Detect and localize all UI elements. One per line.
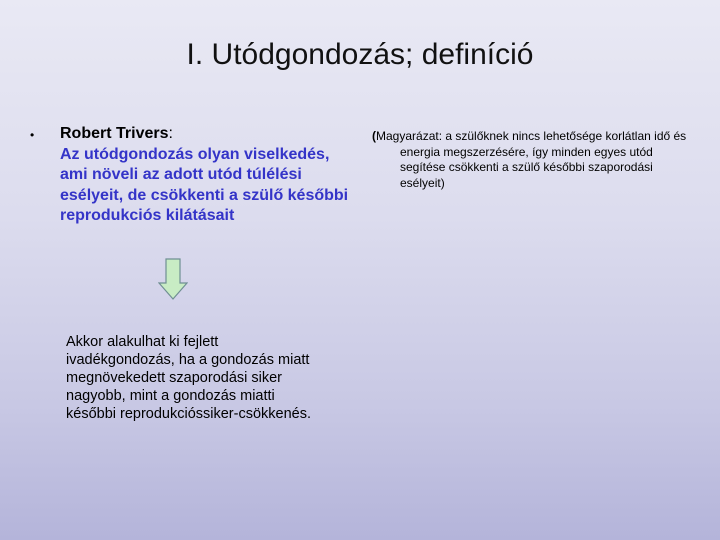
explanation-block <box>372 129 700 191</box>
explanation-open-paren: ( <box>372 129 376 143</box>
consequence-text: Akkor alakulhat ki fejlett ivadékgondozás, ha a gondozás miatt megnövekedett szaporodási siker nagyobb, mint a gondozás miatti későbbi reprodukcióssiker-csökkenés. <box>66 334 311 422</box>
down-arrow-shape <box>159 259 187 299</box>
definition-text: Az utódgondozás olyan viselkedés, ami növeli az adott utód túlélési esélyeit, de csökkenti a szülő későbbi reprodukciós kilátásait <box>60 145 349 224</box>
explanation-text: Magyarázat: a szülőknek nincs lehetősége korlátlan idő és energia megszerzésére, így minden egyes utód segítése csökkenti a szülő későbbi szaporodási esélyeit) <box>376 129 687 190</box>
slide-title: I. Utódgondozás; definíció <box>186 38 534 71</box>
definition-block <box>60 124 360 227</box>
author-colon: : <box>168 125 173 142</box>
author-name: Robert Trivers <box>60 125 169 142</box>
down-arrow-icon <box>158 258 188 300</box>
bullet-marker: • <box>30 128 35 142</box>
